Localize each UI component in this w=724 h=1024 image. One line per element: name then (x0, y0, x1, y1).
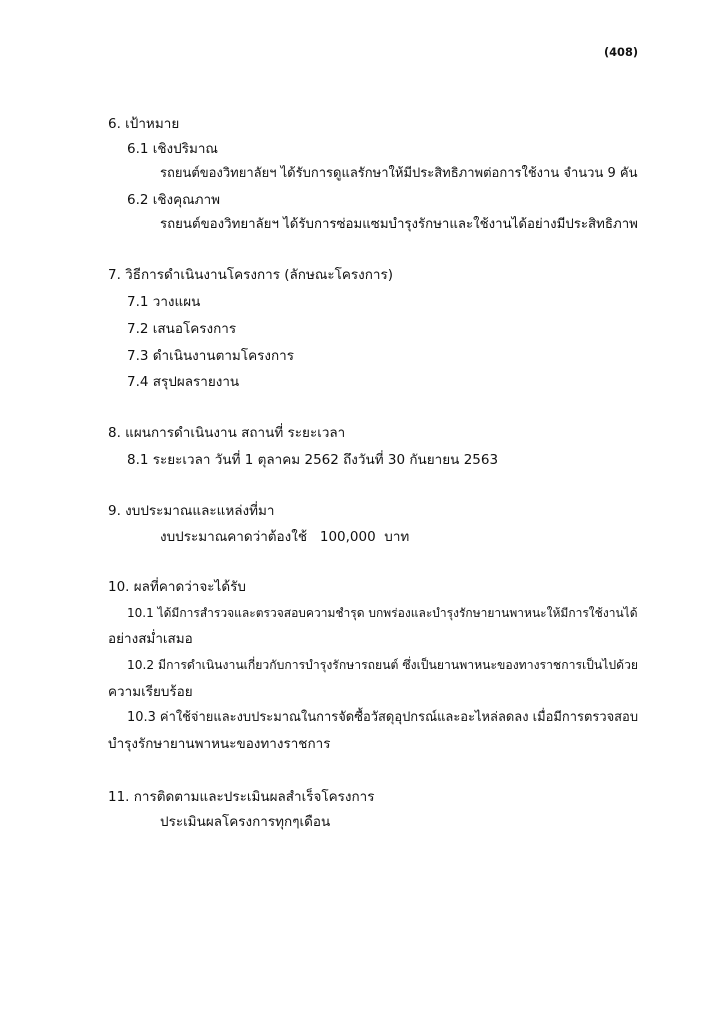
section-6-1-heading: 6.1 เชิงปริมาณ (127, 141, 218, 157)
section-8-1-text: 8.1 ระยะเวลา วันที่ 1 ตุลาคม 2562 ถึงวันที่ 30 กันยายน 2563 (127, 452, 499, 468)
section-6-heading: 6. เป้าหมาย (108, 116, 180, 132)
section-7-item: 7.2 เสนอโครงการ (127, 321, 237, 337)
section-7-item: 7.1 วางแผน (127, 294, 201, 310)
section-7-item: 7.4 สรุปผลรายงาน (127, 374, 240, 390)
section-10-2-line1: 10.2 มีการดำเนินงานเกี่ยวกับการบำรุงรักษารถยนต์ ซึ่งเป็นยานพาหนะของทางราชการเป็นไปด้วย (127, 658, 639, 672)
section-10-3-line2: บำรุงรักษายานพาหนะของทางราชการ (108, 736, 331, 752)
section-10-2-line2: ความเรียบร้อย (108, 684, 193, 700)
section-10-1-line2: อย่างสม่ำเสมอ (108, 631, 193, 647)
section-9-heading: 9. งบประมาณและแหล่งที่มา (108, 503, 275, 519)
section-10-3-line1: 10.3 ค่าใช้จ่ายและงบประมาณในการจัดซื้อวัสดุอุปกรณ์และอะไหล่ลดลง เมื่อมีการตรวจสอบ (127, 710, 639, 725)
page-number: (408) (604, 45, 639, 59)
section-6-2-heading: 6.2 เชิงคุณภาพ (127, 192, 221, 208)
section-9-text: งบประมาณคาดว่าต้องใช้ 100,000 บาท (160, 529, 410, 545)
section-6-1-text: รถยนต์ของวิทยาลัยฯ ได้รับการดูแลรักษาให้มีประสิทธิภาพต่อการใช้งาน จำนวน 9 คัน (160, 166, 638, 181)
section-10-heading: 10. ผลที่คาดว่าจะได้รับ (108, 579, 246, 595)
section-6-2-text: รถยนต์ของวิทยาลัยฯ ได้รับการซ่อมแซมบำรุงรักษาและใช้งานได้อย่างมีประสิทธิภาพ (160, 217, 638, 232)
section-7-item: 7.3 ดำเนินงานตามโครงการ (127, 348, 294, 364)
section-11-heading: 11. การติดตามและประเมินผลสำเร็จโครงการ (108, 789, 375, 805)
section-7-heading: 7. วิธีการดำเนินงานโครงการ (ลักษณะโครงการ) (108, 267, 394, 283)
section-8-heading: 8. แผนการดำเนินงาน สถานที่ ระยะเวลา (108, 425, 346, 441)
section-11-text: ประเมินผลโครงการทุกๆเดือน (160, 814, 331, 830)
section-10-1-line1: 10.1 ได้มีการสำรวจและตรวจสอบความชำรุด บกพร่องและบำรุงรักษายานพาหนะให้มีการใช้งานได้ (127, 606, 638, 620)
